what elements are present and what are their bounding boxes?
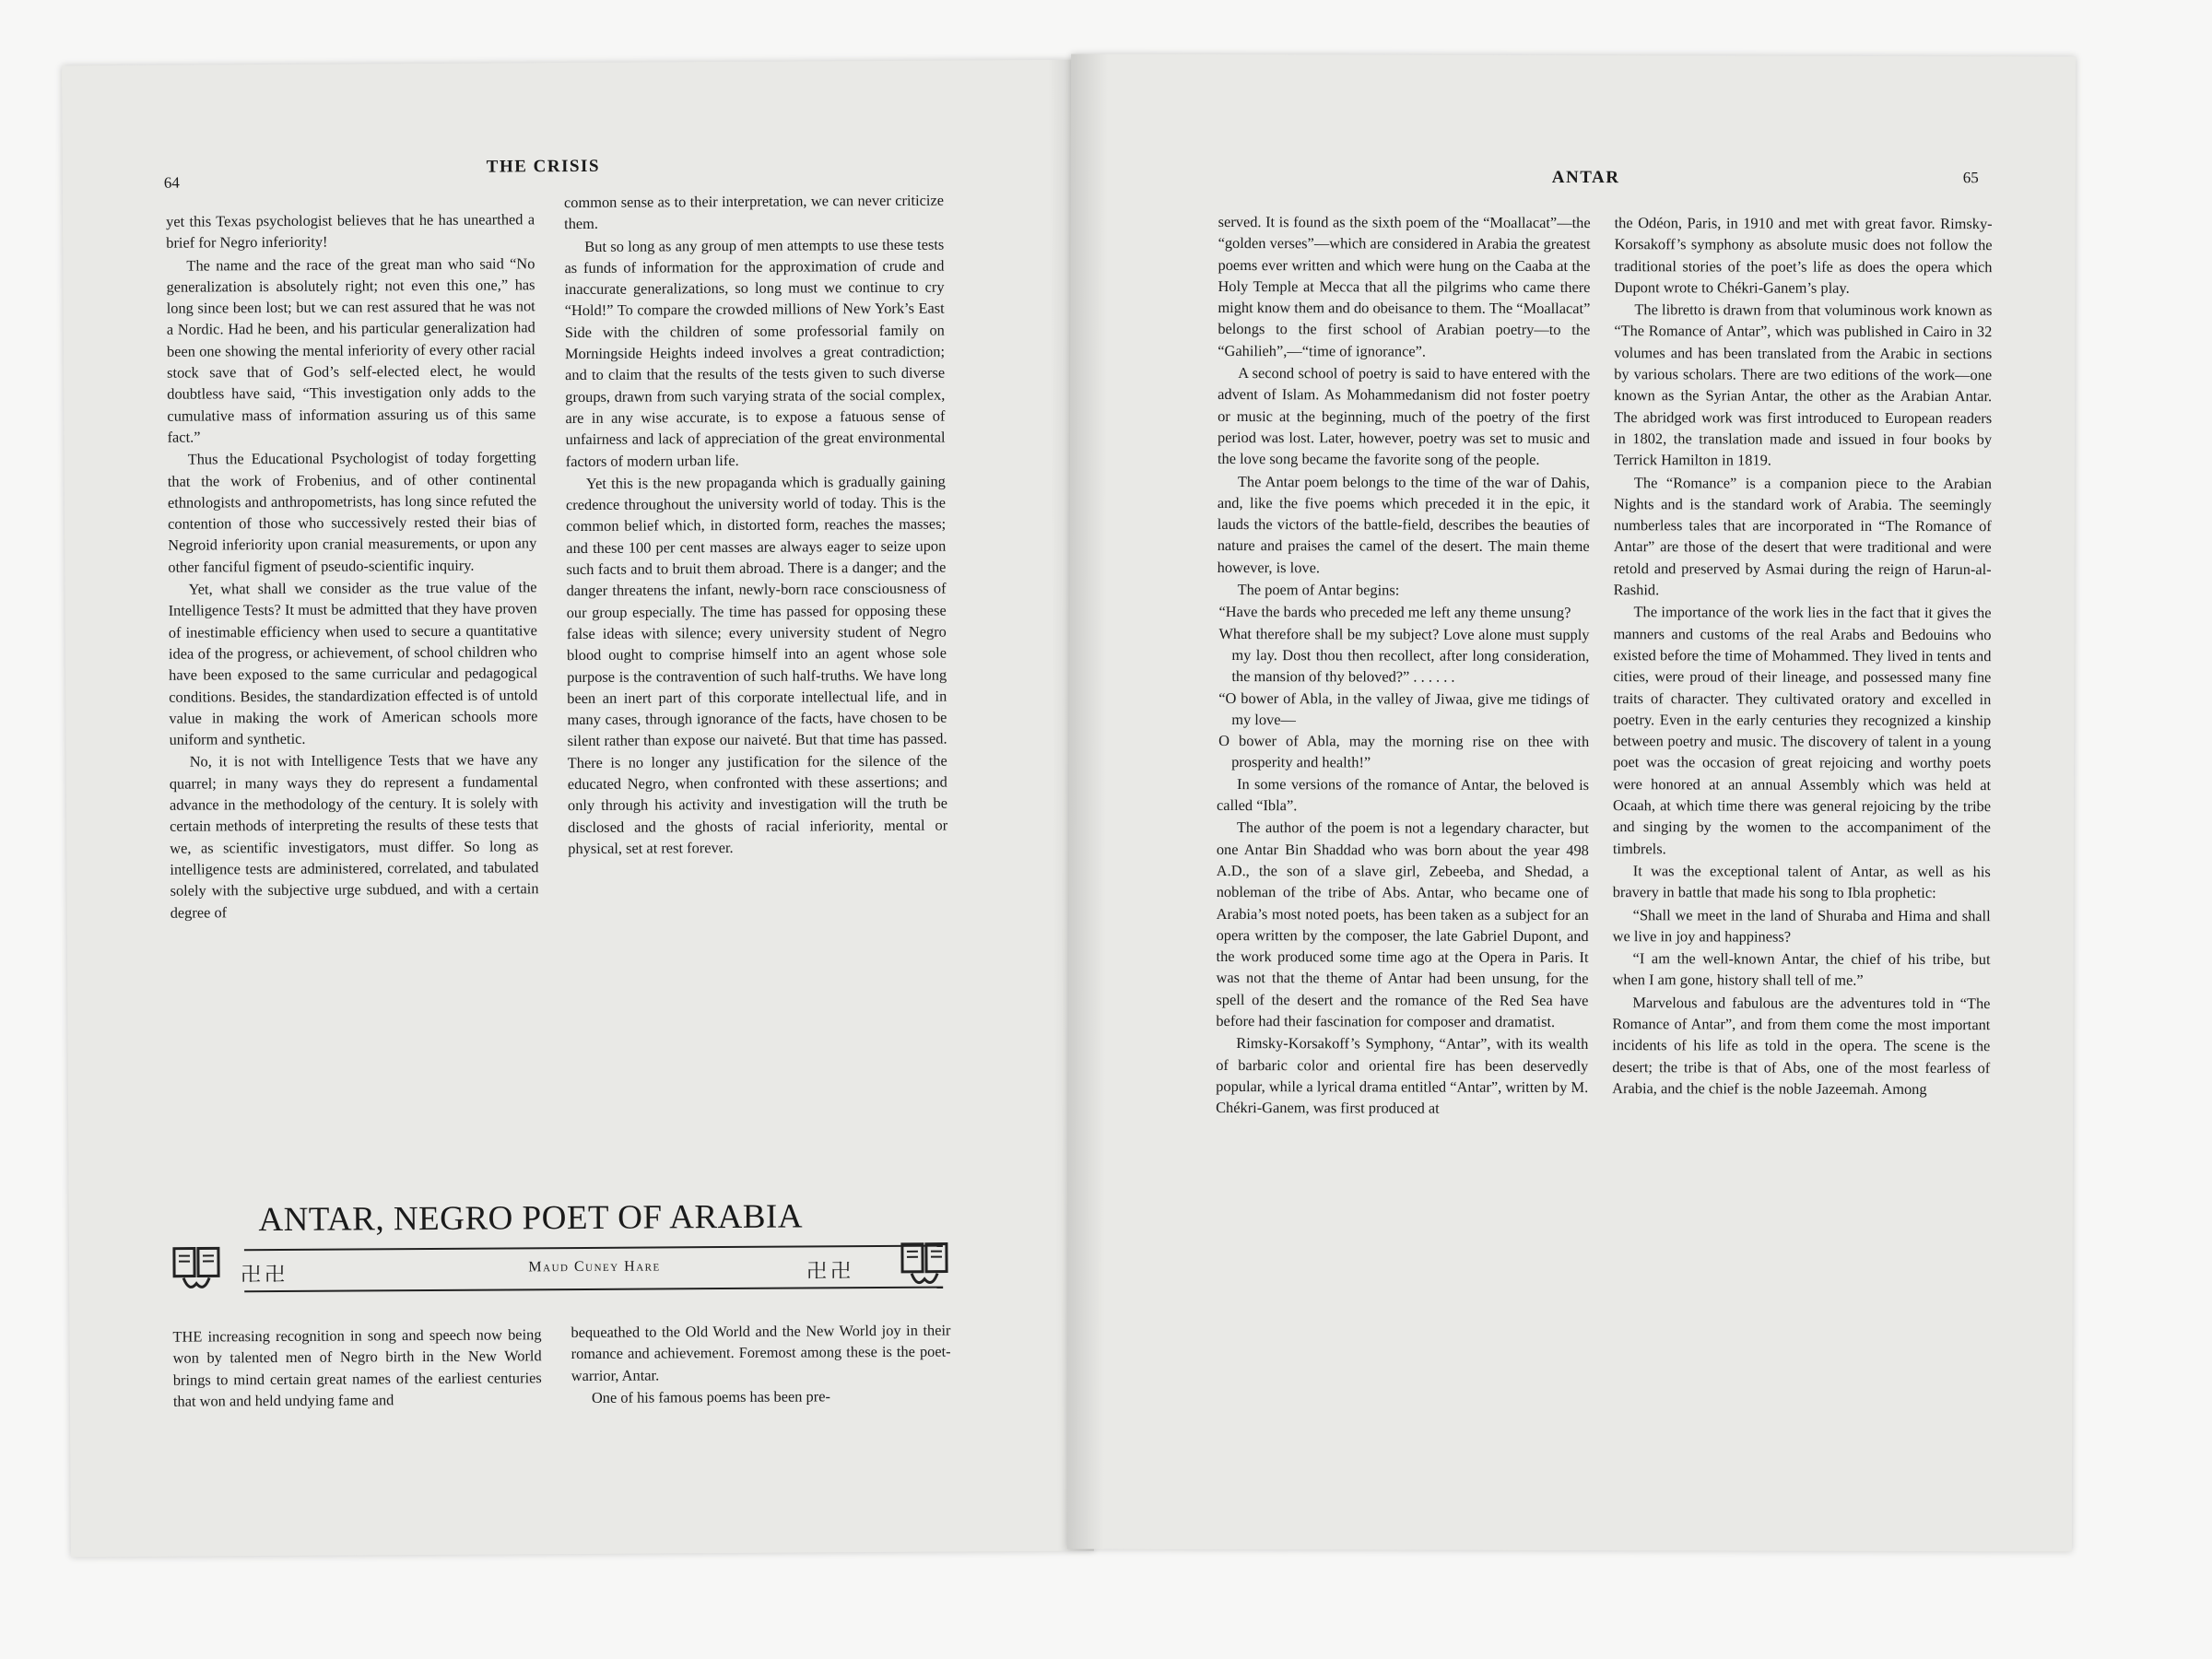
paragraph: The poem of Antar begins: — [1237, 581, 1400, 599]
paragraph: “I am the well-known Antar, the chief of his tribe, but when I am gone, history shall tell of me.” — [1612, 949, 1991, 990]
paragraph: The Antar poem belongs to the time of the war of Dahis, and, like the five poems which preceded it in the epic, it lauds the victors of the battle-field, describes the beauties of nature and praises the camel of the desert. The main theme however, is love. — [1217, 472, 1590, 577]
page-number: 64 — [163, 173, 180, 192]
paragraph: A second school of poetry is said to have entered with the advent of Islam. As Mohammedanism did not foster poetry or music at the beginning, much of the poetry of the first period was lost. Later, however, poetry was set to music and the love song became the favorite song of the people. — [1217, 364, 1591, 469]
left-column-1 — [166, 208, 539, 924]
byline: Maud Cuney Hare — [528, 1258, 661, 1276]
paragraph: In some versions of the romance of Antar, the beloved is called “Ibla”. — [1216, 774, 1590, 815]
paragraph: Marvelous and fabulous are the adventures told in “The Romance of Antar”, and from them come the most important incidents of his life as told in the opera. The scene is the desert; the tribe is that of Abs, one of the most fearless of Arabia, and the chief is the noble Jazeemah. Among — [1612, 993, 1991, 1098]
paragraph: “Shall we meet in the land of Shuraba and Hima and shall we live in joy and happiness? — [1612, 905, 1991, 946]
paragraph: The libretto is drawn from that voluminous work known as “The Romance of Antar”, which was published in Cairo in 32 volumes and has been translated from the Arabic in sections by various scholars. There are two editions of the work—one known as the Syrian Antar, the other as the Arabian Antar. The abridged work was first introduced to European readers in 1802, the translation made and issued in four books by Terrick Hamilton in 1819. — [1613, 300, 1993, 469]
paragraph: served. It is found as the sixth poem of the “Moallacat”—the “golden verses”—which are considered in Arabia the greatest poems ever written and which were hung on the Caaba at the Holy Temple at Mecca that all the pilgrims who came there might know them and do obeisance to them. The “Moallacat” belongs to the first school of Arabian poetry—to the “Gahilieh”,—“time of ignorance”. — [1218, 212, 1591, 360]
title-rule — [244, 1245, 943, 1252]
paragraph: Yet, what shall we consider as the true value of the Intelligence Tests? It must be admitted that they have proven of inestimable efficiency when used to secure a quantitative idea of the progress, or achievement, of school children who have been exposed to the same curricular and pedagogical conditions. Besides, the standardization effected is of untold value in making the work of American schools more uniform and synthetic. — [168, 578, 538, 748]
paragraph: Thus the Educational Psychologist of today forgetting that the work of Frobenius, and of other continental ethnologists and anthropometrists, has long since refuted the contention of those who successively rested their bias of Negroid inferiority upon cranial measurements, or upon any other fanciful figment of pseudo-scientific inquiry. — [167, 448, 537, 576]
paragraph: The author of the poem is not a legendary character, but one Antar Bin Shaddad who was born about the year 498 A.D., the son of a slave girl, Zebeeba, and Shedad, a nobleman of the tribe of Abs. Antar, who became one of Arabia’s most noted poets, has been taken as a subject for an opera written by the composer, the late Gabriel Dupont, and the work produced some time ago at the Opera in Paris. It was not that the theme of Antar had been unsung, for the spell of the desert and the romance of the Red Sea have before had their fascination for composer and dramatist. — [1216, 818, 1589, 1030]
verse-line: O bower of Abla, may the morning rise on thee with prosperity and health!” — [1218, 732, 1590, 771]
page-number: 65 — [1962, 169, 1979, 187]
paragraph: One of his famous poems has been pre- — [591, 1387, 830, 1406]
paragraph: The importance of the work lies in the fact that it gives the manners and customs of the real Arabs and Bedouins who existed before the time of Mohammed. They lived in tents and cities, were proud of their lineage, and possessed many fine traits of character. They cultivated oratory and excelled in poetry. Even in the early centuries they recognized a kinship between poetry and music. The discovery of talent in a young poet was the occasion of great rejoicing and worthy poets were honored at an annual Assembly which was held at Ocaah, at which time there was general rejoicing by the tribe and singing by the women to the accompaniment of the timbrels. — [1612, 603, 1992, 857]
right-column-2 — [1612, 212, 1993, 1100]
small-ornament-right: 卍卍 — [806, 1259, 855, 1283]
paragraph: No, it is not with Intelligence Tests that we have any quarrel; in many ways they do represent a fundamental advance in the methodology of the century. It is solely with certain methods of interpreting the results of these tests that we, as scientific investigators, must differ. So long as intelligence tests are administered, correlated, and tabulated solely with the subjective urge subdued, and with a certain degree of — [169, 750, 539, 922]
right-column-1 — [1216, 211, 1591, 1121]
verse-line: What therefore shall be my subject? Love alone must supply my lay. Dost thou then recollect, after long consideration, the mansion of thy beloved?” . . . . . . — [1218, 624, 1590, 686]
intro-column-1 — [172, 1324, 542, 1413]
byline-rule — [244, 1287, 943, 1293]
running-head: ANTAR — [1551, 167, 1620, 188]
book-ornament-left-icon — [171, 1242, 222, 1298]
article-title: ANTAR, NEGRO POET OF ARABIA — [258, 1197, 804, 1240]
paragraph: common sense as to their interpretation, we can never criticize them. — [563, 191, 945, 233]
paragraph: But so long as any group of men attempts to use these tests as funds of information for the approximation of crude and inaccurate generalizations, so long must we continue to cry “Hold!” To compare the crowded millions of New York’s East Side with the children of some professorial family on Morningside Heights indeed involves a great contradiction; and to claim that the results of the tests given to such diverse groups, drawn from such varying strata of the social complex, are in any wise accurate, is to expose a fatuous sense of unfairness and lack of appreciation of the great environmental factors of modern urban life. — [564, 235, 946, 470]
small-ornament-left: 卍卍 — [241, 1262, 289, 1287]
verse-line: “Have the bards who preceded me left any theme unsung? — [1218, 603, 1571, 622]
intro-column-2 — [571, 1320, 951, 1410]
poem-verse — [1217, 601, 1589, 773]
paragraph: Yet this is the new propaganda which is gradually gaining credence throughout the university world of today. This is the common belief which, in distorted form, reaches the masses; and these 100 per cent masses are always eager to seize upon such facts and to bruit them abroad. There is a danger; and the danger threatens the infant, newly-born race consciousness of our group especially. The time has passed for opposing these false ideas with silence; every university student of Negro blood ought to comprise himself into an agent whose sole purpose is the contravention of such half-truths. We have long been an inert part of this corporate intellectual life, and in many cases, through ignorance of the facts, have chosen to be silent rather than expose our naiveté. But that time has passed. There is no longer any justification for the silence of the educated Negro, when confronted with these assertions; and only through his activity and investigation will the truth be disclosed and the ghosts of racial inferiority, mental or physical, set at rest forever. — [565, 472, 948, 857]
book-ornament-right-icon — [899, 1239, 950, 1294]
left-column-2 — [564, 190, 947, 861]
paragraph: It was the exceptional talent of Antar, as well as his bravery in battle that made his song to Ibla prophetic: — [1612, 862, 1991, 902]
verse-line: “O bower of Abla, in the valley of Jiwaa, give me tidings of my love— — [1218, 688, 1590, 729]
paragraph: the Odéon, Paris, in 1910 and met with great favor. Rimsky-Korsakoff’s symphony as absolute music does not follow the traditional stories of the poet’s life as does the opera which Dupont wrote to Chékri-Ganem’s play. — [1614, 214, 1993, 297]
intro-paragraph: THE increasing recognition in song and speech now being won by talented men of Negro birth in the New World brings to mind certain great names of the earliest centuries that won and held undying fame and — [172, 1325, 542, 1410]
gutter-shadow — [1067, 54, 1108, 1549]
paragraph: The name and the race of the great man who said “No generalization is absolutely right; not even this one,” has long since been lost; but we can rest assured that he was not a Nordic. Had he been, and his particular generalization had been one showing the mental inferiority of every other racial stock save that of God’s self-elected elect, he would doubtless have said, “This investigation only adds to the cumulative mass of information assuring us of this same fact.” — [166, 253, 536, 446]
paragraph: The “Romance” is a companion piece to the Arabian Nights and is the standard work of Arabia. The seemingly numberless tales that are incorporated in “The Romance of Antar” are those of the desert that were traditional and were retold and preserved by Asmai during the reign of Harun-al-Rashid. — [1613, 473, 1992, 599]
right-page — [1067, 54, 2076, 1552]
paragraph: bequeathed to the Old World and the New World joy in their romance and achievement. Foremost among these is the poet-warrior, Antar. — [571, 1321, 951, 1384]
paragraph: yet this Texas psychologist believes that he has unearthed a brief for Negro inferiority! — [166, 210, 535, 253]
left-page — [62, 60, 1094, 1558]
running-head: THE CRISIS — [486, 156, 601, 177]
paragraph: Rimsky-Korsakoff’s Symphony, “Antar”, with its wealth of barbaric color and oriental fire has been deservedly popular, while a lyrical drama entitled “Antar”, written by M. Chékri-Ganem, was first produced at — [1216, 1034, 1589, 1117]
